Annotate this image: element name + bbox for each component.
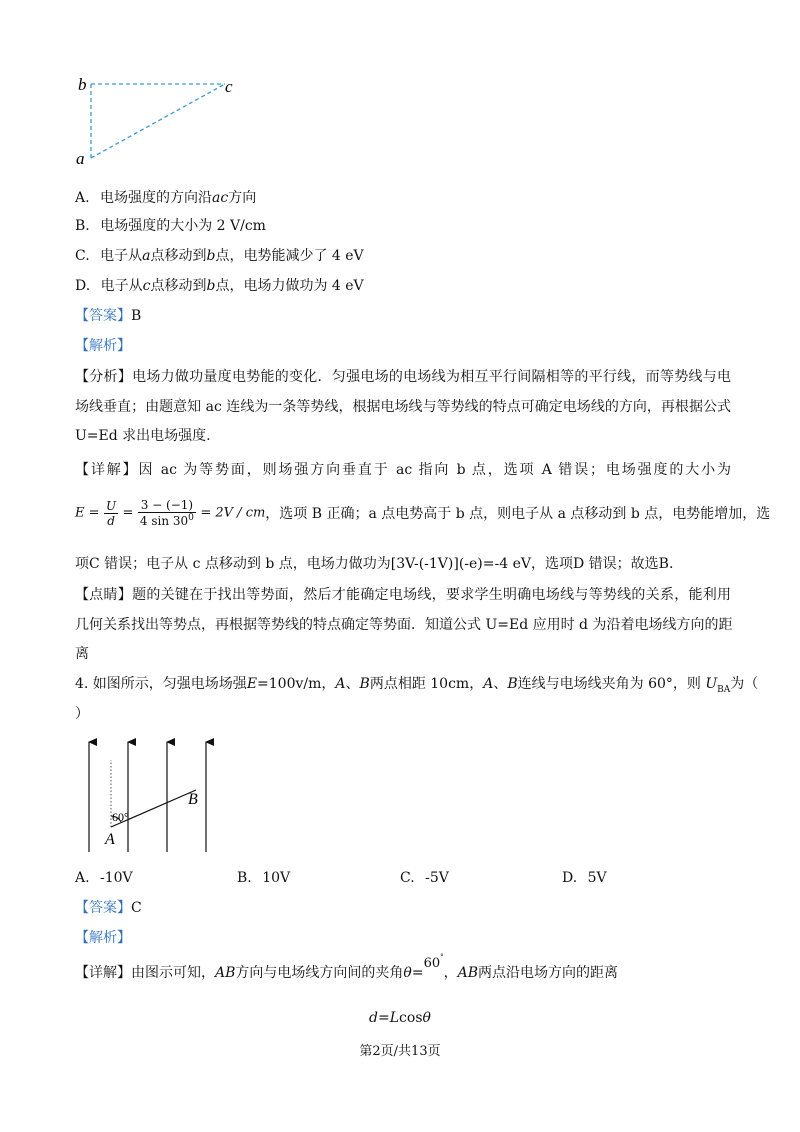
- stem-text: 为（: [730, 676, 759, 692]
- xiangjie-text: 项C 错误；电子从 c 点移动到 b 点，电场力做功为[3V-(-1V)](-e)=-4 eV，选项D 错误；故选B.: [75, 556, 674, 572]
- q3-answer: [75, 306, 141, 326]
- q4-option-d: [562, 870, 607, 886]
- frac-numerator: 3 − (−1): [138, 498, 196, 513]
- formula-l: L: [389, 1010, 400, 1026]
- option-italic: c: [142, 278, 151, 294]
- dianjing-text: 离: [75, 646, 89, 662]
- answer-tag: 【答案】: [75, 900, 131, 916]
- option-letter: B.: [75, 218, 90, 234]
- fraction-u-over-d: [104, 499, 118, 528]
- q4-stem-line-1: [75, 674, 758, 700]
- option-letter: D.: [75, 278, 91, 294]
- xiangjie-text: 因 ac 为等势面，则场强方向垂直于 ac 指向 b 点，选项 A 错误；电场强度的大小为: [138, 462, 731, 478]
- xiangjie-text: 方向与电场线方向间的夹角: [235, 965, 404, 981]
- answer-tag: 【答案】: [75, 308, 131, 324]
- q3-fenxi-line-1: [75, 366, 731, 386]
- q3-option-c: [75, 246, 364, 266]
- option-text-end: 方向: [228, 190, 257, 206]
- q4-answer: [75, 898, 142, 918]
- answer-value: B: [131, 308, 142, 324]
- fenxi-tag: 【分析】: [75, 369, 133, 385]
- q4-analysis-heading: [75, 928, 131, 948]
- xiangjie-theta: θ: [403, 965, 412, 981]
- stem-text: 连线与电场线夹角为 60°，则: [517, 676, 706, 692]
- triangle-figure: [70, 70, 250, 170]
- option-text: 电场强度的大小为 2 V/cm: [100, 218, 266, 234]
- label-a: a: [76, 149, 85, 168]
- fenxi-text: 场线垂直；由题意知 ac 连线为一条等势线，根据电场线与等势线的特点可确定电场线的方向，再根据公式: [75, 399, 731, 415]
- fraction-value: [138, 498, 196, 528]
- q3-option-d: [75, 276, 364, 296]
- q4-xiangjie-line: [75, 953, 619, 988]
- stem-text: 、: [345, 676, 360, 692]
- option-text: -5V: [425, 870, 449, 886]
- stem-text: =100v/m，: [257, 676, 336, 692]
- option-text-mid: 点移动到: [150, 248, 207, 264]
- edge-ac: [91, 84, 225, 158]
- label-b: b: [78, 75, 87, 94]
- formula-eq: =: [378, 1010, 390, 1026]
- q3-dianjing-line-3: [75, 644, 89, 664]
- formula-lhs: E =: [75, 505, 100, 521]
- page-footer: [0, 1040, 800, 1059]
- frac-den-text: 4 sin 30: [139, 514, 189, 528]
- xiangjie-text: 由图示可知，: [131, 965, 215, 981]
- q3-xiangjie-line-3: [75, 554, 673, 574]
- option-text: 电子从: [100, 248, 143, 264]
- stem-var-e: E: [246, 676, 258, 692]
- option-text-mid: 点移动到: [150, 278, 207, 294]
- option-letter: B.: [237, 870, 252, 886]
- stem-var-u: U: [705, 676, 718, 692]
- dianjing-tag: 【点睛】: [75, 587, 133, 603]
- xiangjie-text: 两点沿电场方向的距离: [478, 965, 619, 981]
- option-text: 电场强度的方向沿: [100, 190, 213, 206]
- xiangjie-eq: =: [411, 965, 424, 981]
- xiangjie-var: AB: [457, 965, 479, 981]
- stem-text: 4. 如图所示，匀强电场场强: [75, 676, 247, 692]
- frac-den-sup: 0: [188, 513, 194, 523]
- q4-option-a: [75, 870, 133, 886]
- option-text: 10V: [262, 870, 291, 886]
- q3-dianjing-line-2: [75, 614, 731, 634]
- q4-formula-d: [0, 1010, 800, 1026]
- label-c: c: [225, 77, 233, 96]
- option-letter: D.: [562, 870, 578, 886]
- option-italic-2: b: [206, 278, 216, 294]
- formula-d: d: [369, 1010, 379, 1026]
- option-letter: C.: [75, 248, 90, 264]
- q3-fenxi-line-2: [75, 396, 731, 416]
- option-letter: A.: [75, 190, 90, 206]
- analysis-tag: 【解析】: [75, 930, 131, 946]
- fenxi-text: 电场力做功量度电势能的变化．匀强电场的电场线为相互平行间隔相等的平行线，而等势线与电: [132, 369, 732, 385]
- option-text-end: 点，电场力做功为 4 eV: [215, 278, 364, 294]
- formula-rhs: = 2V / cm: [200, 505, 266, 521]
- label-point-b: B: [188, 791, 198, 808]
- field-lines-figure: [70, 732, 230, 857]
- analysis-tag: 【解析】: [75, 338, 131, 354]
- q3-xiangjie-line-1: [75, 459, 731, 479]
- xiangjie-text: ，选项 B 正确；a 点电势高于 b 点，则电子从 a 点移动到 b 点，电势能增加，选: [265, 506, 771, 522]
- fenxi-text: U=Ed 求出电场强度.: [75, 428, 211, 444]
- stem-var-a: A: [483, 676, 494, 692]
- q3-formula-line: [75, 498, 771, 528]
- page-number: 第2页/共13页: [359, 1044, 441, 1059]
- formula-theta: θ: [422, 1010, 431, 1026]
- xiangjie-angle-value: 60: [423, 956, 441, 971]
- stem-text: 两点相距 10cm，: [369, 676, 484, 692]
- xiangjie-tag: 【详解】: [75, 965, 131, 981]
- label-point-a: A: [105, 831, 115, 848]
- q3-fenxi-line-3: [75, 426, 211, 446]
- option-italic-2: b: [206, 248, 216, 264]
- stem-var-a: A: [335, 676, 346, 692]
- frac-denominator: d: [107, 513, 115, 528]
- formula-eq: =: [122, 505, 134, 521]
- frac-denominator: [138, 513, 196, 528]
- xiangjie-var: AB: [215, 965, 236, 981]
- option-text: -10V: [100, 870, 133, 886]
- q4-stem-line-2: [75, 704, 89, 724]
- angle-label: 60°: [112, 810, 129, 824]
- stem-subscript: BA: [717, 684, 731, 695]
- xiangjie-text: ，: [443, 965, 458, 981]
- dianjing-text: 几何关系找出等势点，再根据等势线的特点确定等势面．知道公式 U=Ed 应用时 d 为沿着电场线方向的距: [75, 617, 733, 633]
- option-letter: C.: [400, 870, 415, 886]
- option-text: 5V: [587, 870, 607, 886]
- stem-var-b: B: [359, 676, 370, 692]
- option-italic: a: [142, 248, 151, 264]
- q3-option-a: [75, 188, 256, 208]
- answer-value: C: [131, 900, 142, 916]
- xiangjie-degree: °: [440, 953, 444, 961]
- stem-text: 、: [493, 676, 508, 692]
- q3-analysis-heading: [75, 336, 131, 356]
- formula-cos: cos: [399, 1010, 423, 1026]
- q3-dianjing-line-1: [75, 584, 731, 604]
- stem-var-b: B: [507, 676, 518, 692]
- xiangjie-tag: 【详解】: [75, 462, 139, 478]
- frac-numerator: U: [105, 498, 117, 513]
- option-text-end: 点，电势能减少了 4 eV: [215, 248, 364, 264]
- q4-option-c: [400, 870, 449, 886]
- dianjing-text: 题的关键在于找出等势面，然后才能确定电场线，要求学生明确电场线与等势线的关系，能利用: [132, 587, 732, 603]
- q4-option-b: [237, 870, 290, 886]
- q3-option-b: [75, 216, 266, 236]
- option-letter: A.: [75, 870, 90, 886]
- stem-text: ）: [75, 706, 89, 722]
- option-italic: ac: [212, 190, 229, 206]
- option-text: 电子从: [100, 278, 143, 294]
